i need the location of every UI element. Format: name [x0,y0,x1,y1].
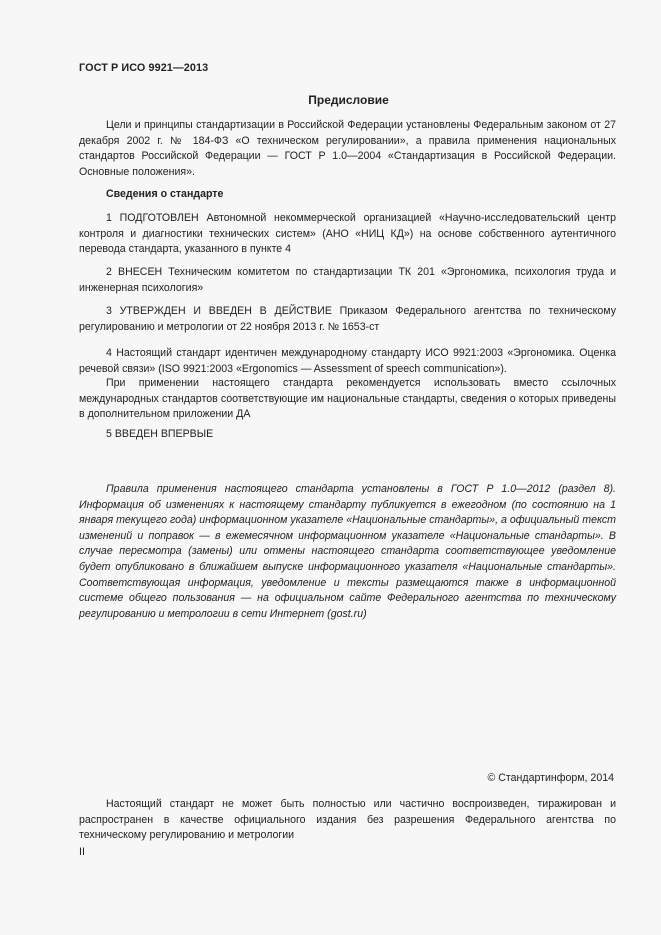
foreword-title [0,93,661,107]
copyright: © Стандартинформ, 2014 [487,772,614,784]
notice-paragraph: Правила применения настоящего стандарта установлены в ГОСТ Р 1.0—2012 (раздел 8). Информация об изменениях к настоящему стандарту публикуется в ежегодном (по состоянию на 1 января текущего года) информационном указателе «Национальные стандарты», а официальный текст изменений и поправок — в ежемесячном информационном указателе «Национальные стандарты». В случае пересмотра (замены) или отмены настоящего стандарта соответствующее уведомление будет опубликовано в ближайшем выпуске информационного указателя «Национальные стандарты». Соответствующая информация, уведомление и тексты размещаются также в информационной системе общего пользования — на официальном сайте Федерального агентства по техническому регулированию и метрологии в сети Интернет (gost.ru) [79,483,616,620]
item-2: 2 ВНЕСЕН Техническим комитетом по стандартизации ТК 201 «Эргономика, психология труда и инженерная психология» [79,266,616,294]
item-4-note: При применении настоящего стандарта рекомендуется использовать вместо ссылочных международных стандартов соответствующие им национальные стандарты, сведения о которых приведены в дополнительном приложении ДА [79,377,616,421]
reproduction-notice: Настоящий стандарт не может быть полностью или частично воспроизведен, тиражирован и распространен в качестве официального издания без разрешения Федерального агентства по техническому регулированию и метрологии [79,798,616,842]
intro-paragraph: Цели и принципы стандартизации в Российской Федерации установлены Федеральным законом от 27 декабря 2002 г. № 184-ФЗ «О техническом регулировании», а правила применения национальных стандартов Российской Федерации — ГОСТ Р 1.0—2004 «Стандартизация в Российской Федерации. Основные положения». [79,119,616,178]
info-heading: Сведения о стандарте [106,188,224,200]
document-header: ГОСТ Р ИСО 9921—2013 [79,62,209,74]
foreword-title-text: Предисловие [308,93,389,107]
item-3: 3 УТВЕРЖДЕН И ВВЕДЕН В ДЕЙСТВИЕ Приказом Федерального агентства по техническому регулированию и метрологии от 22 ноября 2013 г. № 1653-ст [79,305,616,333]
page-number: II [79,846,85,858]
item-4: 4 Настоящий стандарт идентичен международному стандарту ИСО 9921:2003 «Эргономика. Оценка речевой связи» (ISO 9921:2003 «Ergonomics — Assessment of speech communication»). [79,347,616,375]
item-1: 1 ПОДГОТОВЛЕН Автономной некоммерческой организацией «Научно-исследовательский центр контроля и диагностики технических систем» (АНО «НИЦ КД») на основе собственного аутентичного перевода стандарта, указанного в пункте 4 [79,212,616,256]
item-5: 5 ВВЕДЕН ВПЕРВЫЕ [106,428,214,440]
